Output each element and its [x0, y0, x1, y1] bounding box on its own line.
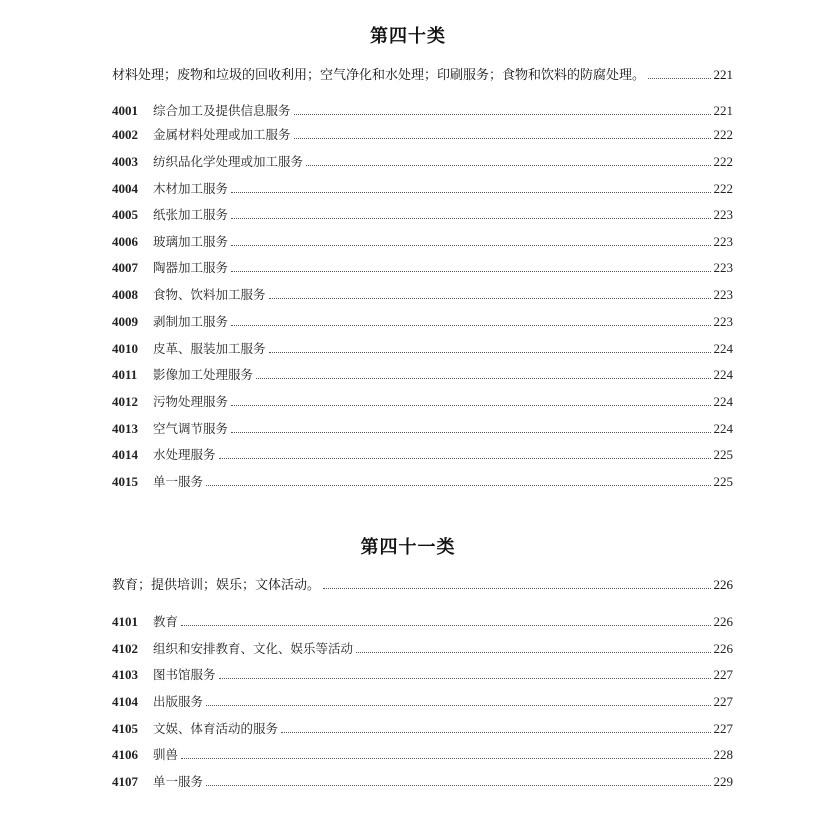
entry-label: 空气调节服务	[153, 421, 229, 436]
entry-label: 单一服务	[153, 474, 204, 489]
entry-code: 4011	[112, 367, 138, 382]
page-number: 227	[713, 721, 733, 736]
page-number: 224	[713, 341, 733, 356]
entry-code: 4004	[112, 181, 138, 196]
entry-code: 4103	[112, 667, 138, 682]
page-number: 224	[713, 367, 733, 382]
dot-leader	[231, 325, 710, 326]
dot-leader	[231, 218, 710, 219]
entry-label: 剥制加工服务	[153, 314, 229, 329]
entry-label: 纺织品化学处理或加工服务	[153, 154, 304, 169]
page-number: 221	[713, 103, 733, 118]
entry-code: 4015	[112, 474, 138, 489]
entry-label: 综合加工及提供信息服务	[153, 103, 291, 118]
page-number: 223	[713, 314, 733, 329]
page-number: 222	[713, 127, 733, 142]
summary-text: 材料处理；废物和垃圾的回收利用；空气净化和水处理；印刷服务；食物和饮料的防腐处理。	[112, 68, 646, 83]
entry-label: 纸张加工服务	[153, 207, 229, 222]
toc-entry[interactable]	[112, 258, 733, 276]
toc-entry[interactable]	[112, 232, 733, 250]
dot-leader	[294, 114, 711, 115]
entry-code: 4105	[112, 721, 138, 736]
dot-leader	[231, 245, 710, 246]
dot-leader	[181, 625, 710, 626]
entry-label: 文娱、体育活动的服务	[153, 721, 279, 736]
entry-code: 4002	[112, 127, 138, 142]
entry-code: 4102	[112, 641, 138, 656]
entry-label: 食物、饮料加工服务	[153, 287, 266, 302]
entry-code: 4009	[112, 314, 138, 329]
dot-leader	[256, 378, 710, 379]
dot-leader	[181, 758, 710, 759]
section-summary-row[interactable]	[112, 574, 733, 592]
toc-entry[interactable]	[112, 719, 733, 737]
page-number: 225	[713, 474, 733, 489]
toc-entry[interactable]	[112, 772, 733, 790]
page-number: 225	[713, 447, 733, 462]
entry-code: 4003	[112, 154, 138, 169]
page-number: 222	[713, 181, 733, 196]
entry-code: 4007	[112, 260, 138, 275]
entry-label: 单一服务	[153, 774, 204, 789]
entry-code: 4107	[112, 774, 138, 789]
entry-code: 4006	[112, 234, 138, 249]
page-number: 227	[713, 694, 733, 709]
toc-entry[interactable]	[112, 612, 733, 630]
toc-entry[interactable]	[112, 365, 733, 383]
entry-label: 组织和安排教育、文化、娱乐等活动	[153, 641, 354, 656]
dot-leader	[231, 432, 710, 433]
entry-code: 4008	[112, 287, 138, 302]
page-number: 223	[713, 234, 733, 249]
dot-leader	[269, 352, 711, 353]
entry-label: 污物处理服务	[153, 394, 229, 409]
dot-leader	[219, 678, 711, 679]
dot-leader	[206, 705, 710, 706]
page-number: 224	[713, 394, 733, 409]
entry-label: 陶器加工服务	[153, 260, 229, 275]
dot-leader	[219, 458, 711, 459]
dot-leader	[206, 485, 710, 486]
toc-entry[interactable]	[112, 639, 733, 657]
entry-label: 影像加工处理服务	[153, 367, 254, 382]
page-number: 223	[713, 207, 733, 222]
entry-code: 4010	[112, 341, 138, 356]
entry-label: 出版服务	[153, 694, 204, 709]
toc-entry[interactable]	[112, 101, 733, 119]
section-summary-row[interactable]	[112, 64, 733, 82]
page-number: 226	[713, 614, 733, 629]
entry-label: 教育	[153, 614, 179, 629]
dot-leader	[231, 192, 710, 193]
page-number: 228	[713, 747, 733, 762]
dot-leader	[356, 652, 710, 653]
toc-entry[interactable]	[112, 205, 733, 223]
entry-label: 玻璃加工服务	[153, 234, 229, 249]
toc-entry[interactable]	[112, 419, 733, 437]
toc-entry[interactable]	[112, 179, 733, 197]
toc-entry[interactable]	[112, 745, 733, 763]
summary-text: 教育；提供培训；娱乐；文体活动。	[112, 578, 321, 593]
page-number: 223	[713, 260, 733, 275]
dot-leader	[306, 165, 710, 166]
toc-entry[interactable]	[112, 285, 733, 303]
toc-entry[interactable]	[112, 125, 733, 143]
dot-leader	[281, 732, 710, 733]
entry-label: 木材加工服务	[153, 181, 229, 196]
page-number: 221	[713, 67, 733, 82]
toc-entry[interactable]	[112, 392, 733, 410]
dot-leader	[323, 588, 710, 589]
page-number: 226	[713, 641, 733, 656]
page-number: 226	[713, 577, 733, 592]
entry-code: 4014	[112, 447, 138, 462]
entry-code: 4012	[112, 394, 138, 409]
dot-leader	[294, 138, 711, 139]
section-title: 第四十类	[370, 26, 446, 47]
entry-code: 4001	[112, 103, 138, 118]
entry-code: 4101	[112, 614, 138, 629]
entry-code: 4106	[112, 747, 138, 762]
entry-label: 水处理服务	[153, 447, 216, 462]
entry-code: 4104	[112, 694, 138, 709]
toc-entry[interactable]	[112, 472, 733, 490]
page-number: 223	[713, 287, 733, 302]
dot-leader	[231, 405, 710, 406]
toc-entry[interactable]	[112, 339, 733, 357]
entry-label: 金属材料处理或加工服务	[153, 127, 291, 142]
entry-label: 皮革、服装加工服务	[153, 341, 266, 356]
page-number: 222	[713, 154, 733, 169]
entry-label: 图书馆服务	[153, 667, 216, 682]
toc-entry[interactable]	[112, 312, 733, 330]
entry-code: 4005	[112, 207, 138, 222]
dot-leader	[269, 298, 711, 299]
toc-entry[interactable]	[112, 665, 733, 683]
entry-label: 驯兽	[153, 747, 179, 762]
dot-leader	[231, 271, 710, 272]
page-number: 224	[713, 421, 733, 436]
page-number: 229	[713, 774, 733, 789]
dot-leader	[206, 785, 710, 786]
section-title: 第四十一类	[360, 537, 456, 558]
toc-entry[interactable]	[112, 445, 733, 463]
page-number: 227	[713, 667, 733, 682]
entry-code: 4013	[112, 421, 138, 436]
toc-entry[interactable]	[112, 152, 733, 170]
dot-leader	[648, 78, 710, 79]
toc-entry[interactable]	[112, 692, 733, 710]
